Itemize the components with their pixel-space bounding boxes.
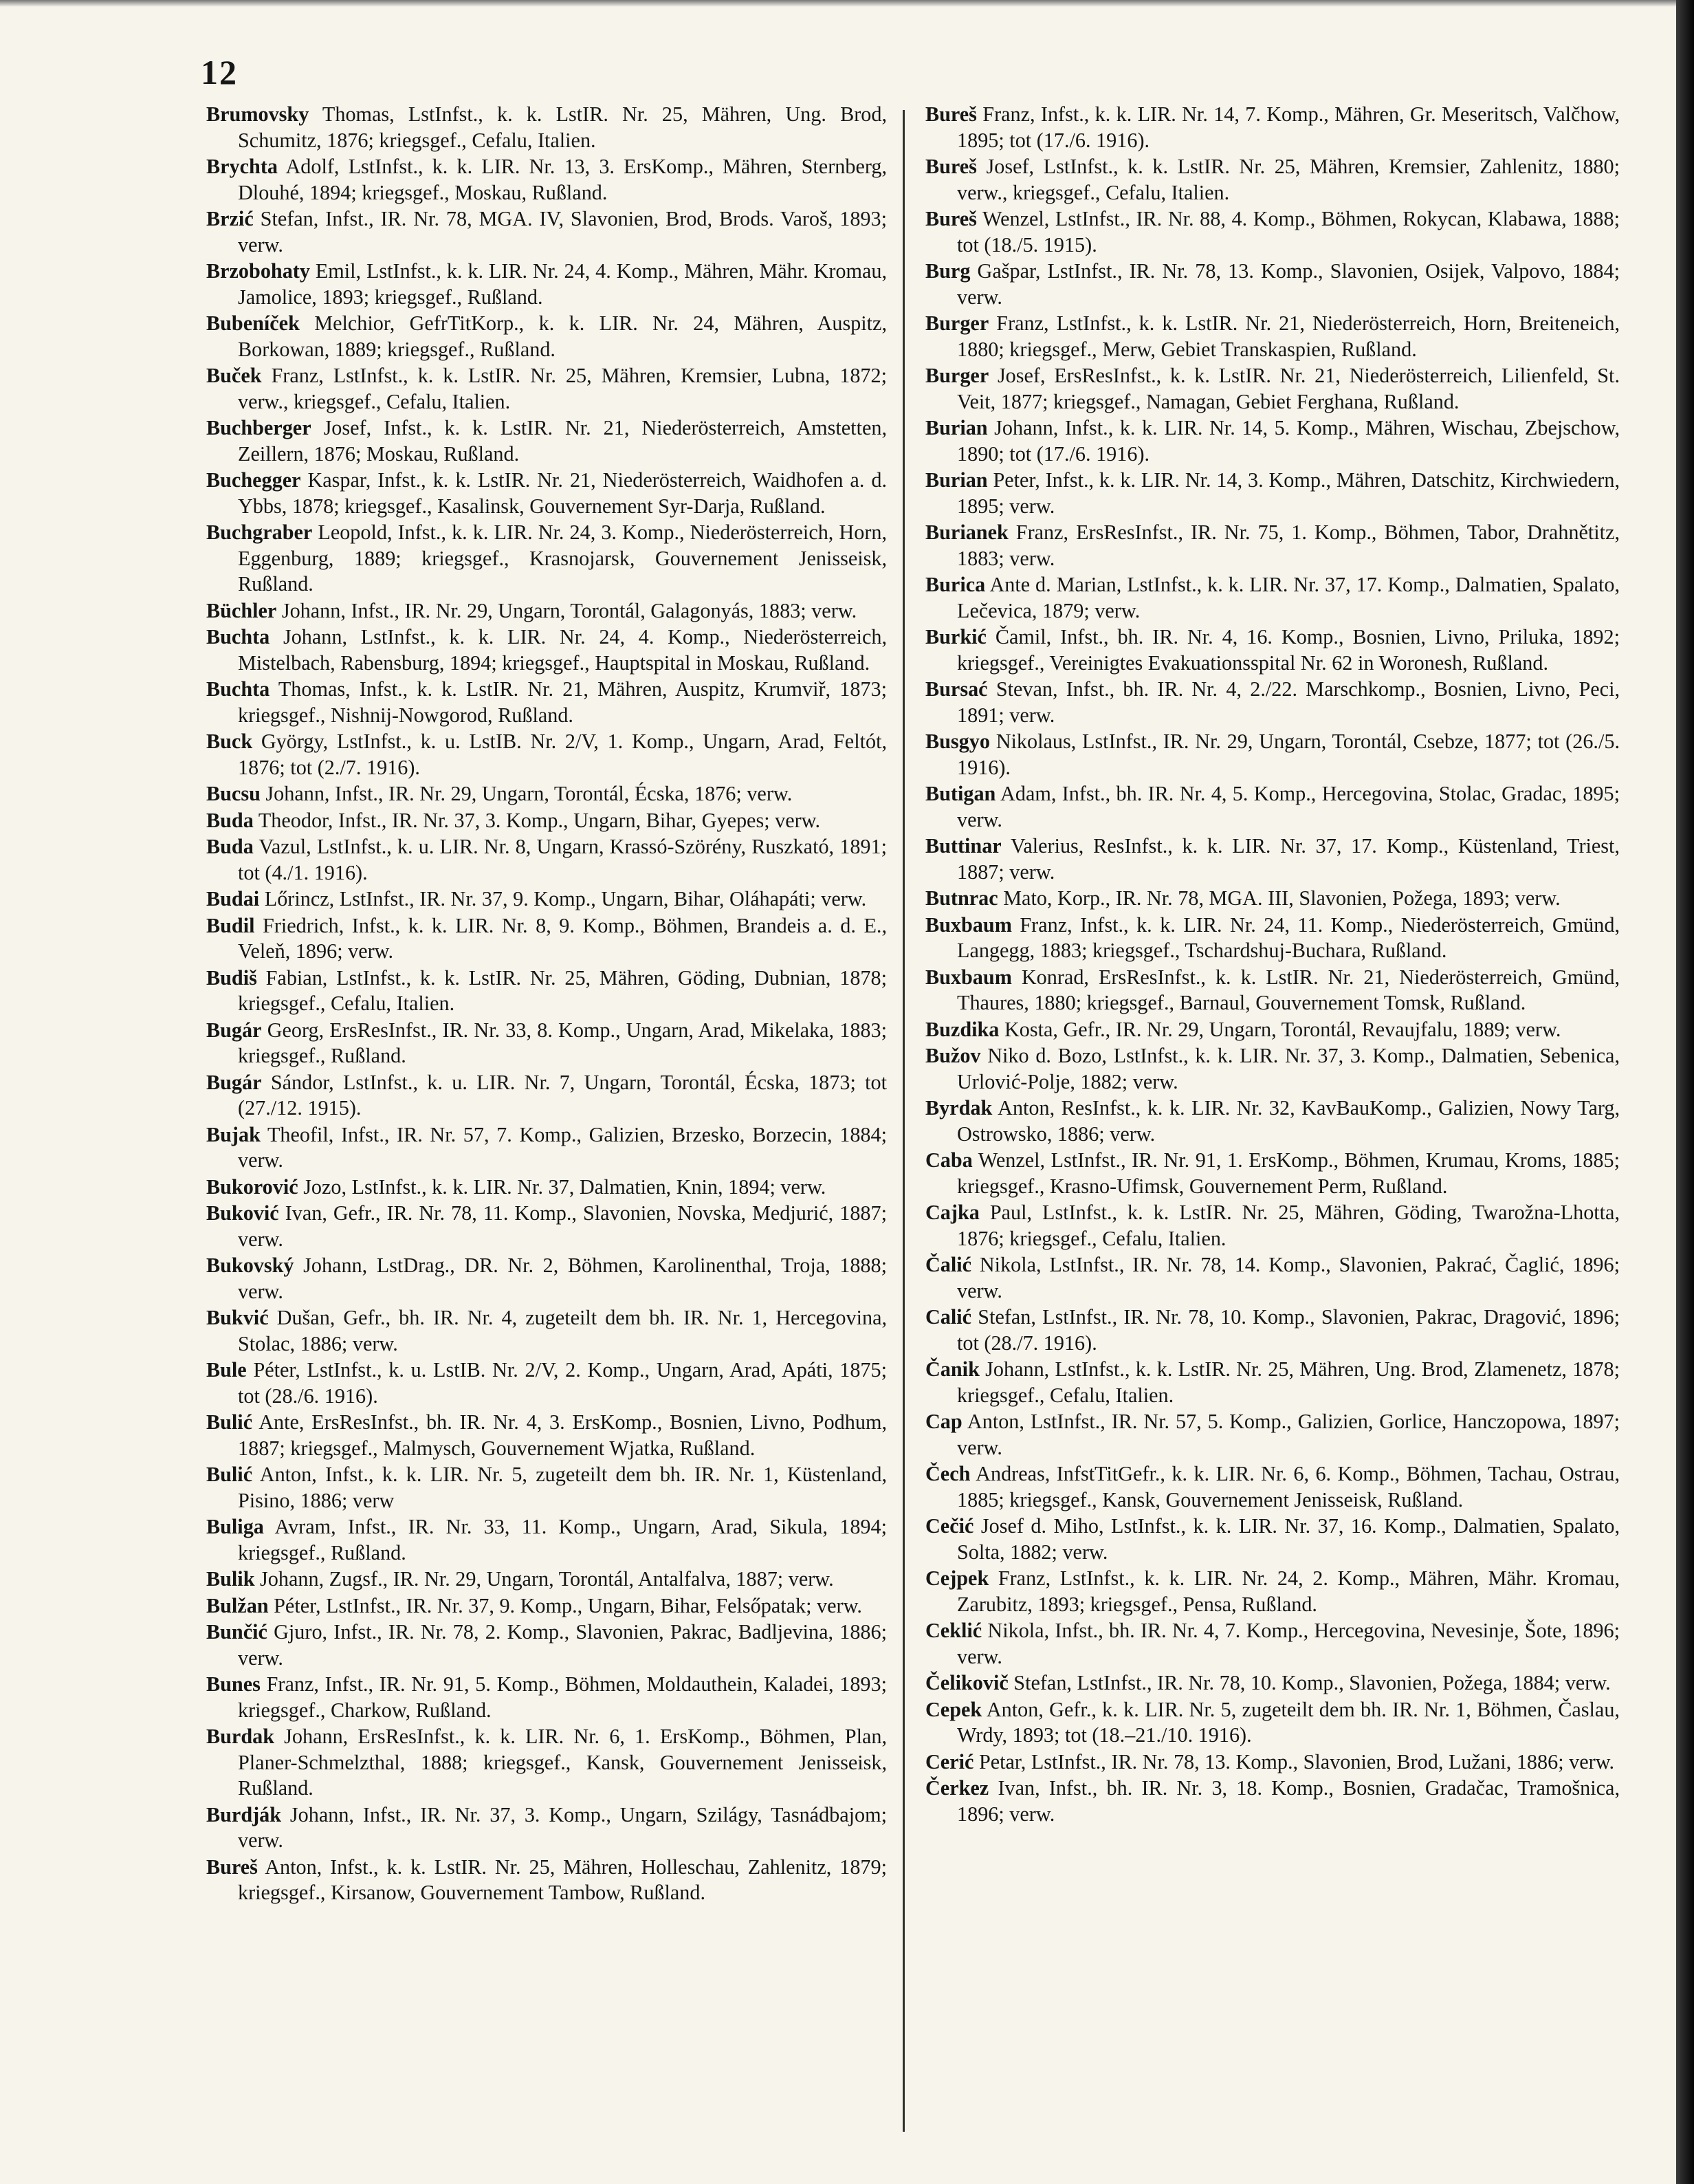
entry-surname: Bunes (206, 1672, 261, 1696)
list-entry (925, 520, 1620, 571)
entry-surname: Buček (206, 364, 262, 387)
entry-details: Franz, LstInfst., k. k. LstIR. Nr. 21, Niederösterreich, Horn, Breiteneich, 1880; kriegsgef., Merw, Gebiet Transkaspien, Rußland. (957, 312, 1620, 361)
entry-surname: Büchler (206, 598, 277, 622)
entry-surname: Bubeníček (206, 312, 300, 335)
list-entry (206, 624, 887, 676)
list-entry (206, 808, 887, 834)
entry-surname: Brychta (206, 155, 278, 178)
entry-details: Gašpar, LstInfst., IR. Nr. 78, 13. Komp., Slavonien, Osijek, Valpovo, 1884; verw. (957, 259, 1620, 309)
entry-surname: Bukovský (206, 1254, 294, 1277)
entry-surname: Burkić (925, 625, 987, 648)
list-entry (206, 1018, 887, 1069)
entry-details: Adolf, LstInfst., k. k. LIR. Nr. 13, 3. ErsKomp., Mähren, Sternberg, Dlouhé, 1894; kriegsgef., Moskau, Rußland. (238, 155, 887, 204)
entry-details: Theodor, Infst., IR. Nr. 37, 3. Komp., Ungarn, Bihar, Gyepes; verw. (258, 808, 821, 832)
entry-details: Josef d. Miho, LstInfst., k. k. LIR. Nr. 37, 16. Komp., Dalmatien, Spalato, Solta, 1882; verw. (957, 1514, 1620, 1564)
entry-details: Johann, Infst., k. k. LIR. Nr. 14, 5. Komp., Mähren, Wischau, Zbejschow, 1890; tot (17./6. 1916). (957, 416, 1620, 466)
entry-surname: Bulić (206, 1463, 253, 1486)
entry-details: Anton, Gefr., k. k. LIR. Nr. 5, zugeteilt dem bh. IR. Nr. 1, Böhmen, Časlau, Wrdy, 1893; tot (18.–21./10. 1916). (957, 1697, 1620, 1747)
scan-right-edge (1676, 0, 1694, 2184)
entry-details: Kaspar, Infst., k. k. LstIR. Nr. 21, Niederösterreich, Waidhofen a. d. Ybbs, 1878; kriegsgef., Kasalinsk, Gouvernement Syr-Darja, Rußland. (238, 468, 888, 518)
list-entry (206, 1619, 887, 1671)
entry-details: Anton, Infst., k. k. LIR. Nr. 5, zugeteilt dem bh. IR. Nr. 1, Küstenland, Pisino, 1886; verw (238, 1463, 887, 1512)
entry-details: Johann, Infst., IR. Nr. 29, Ungarn, Torontál, Écska, 1876; verw. (265, 782, 793, 805)
entry-details: Stefan, Infst., IR. Nr. 78, MGA. IV, Slavonien, Brod, Brods. Varoš, 1893; verw. (238, 207, 888, 256)
list-entry (925, 1252, 1620, 1304)
list-entry (206, 1724, 887, 1802)
entry-details: Andreas, InfstTitGefr., k. k. LIR. Nr. 6, 6. Komp., Böhmen, Tachau, Ostrau, 1885; kriegsgef., Kansk, Gouvernement Jenisseisk, Rußland. (957, 1462, 1620, 1511)
entry-surname: Budai (206, 887, 260, 910)
entry-details: Sándor, LstInfst., k. u. LIR. Nr. 7, Ungarn, Torontál, Écska, 1873; tot (27./12. 1915). (238, 1070, 888, 1120)
entry-details: Johann, LstDrag., DR. Nr. 2, Böhmen, Karolinenthal, Troja, 1888; verw. (238, 1254, 888, 1303)
entry-surname: Burian (925, 468, 988, 492)
list-entry (925, 1618, 1620, 1670)
entry-details: Johann, Infst., IR. Nr. 37, 3. Komp., Ungarn, Szilágy, Tasnádbajom; verw. (238, 1802, 888, 1852)
entry-details: Franz, Infst., k. k. LIR. Nr. 24, 11. Komp., Niederösterreich, Gmünd, Langegg, 1883; kriegsgef., Tschardshuj-Buchara, Rußland. (957, 913, 1620, 962)
entry-surname: Calić (925, 1305, 972, 1329)
entry-details: Peter, Infst., k. k. LIR. Nr. 14, 3. Komp., Mähren, Datschitz, Kirchwiedern, 1895; verw. (957, 468, 1620, 518)
entry-surname: Caba (925, 1148, 973, 1172)
entry-details: Franz, LstInfst., k. k. LstIR. Nr. 25, Mähren, Kremsier, Lubna, 1872; verw., kriegsgef., Cefalu, Italien. (238, 364, 887, 413)
entry-details: Franz, Infst., IR. Nr. 91, 5. Komp., Böhmen, Moldauthein, Kaladei, 1893; kriegsgef., Charkow, Rußland. (238, 1672, 887, 1722)
list-entry (206, 1410, 887, 1461)
entry-surname: Burdják (206, 1802, 282, 1826)
entry-surname: Butigan (925, 782, 996, 805)
entry-details: Lőrincz, LstInfst., IR. Nr. 37, 9. Komp., Ungarn, Bihar, Oláhapáti; verw. (264, 887, 867, 910)
entry-surname: Burdak (206, 1725, 274, 1748)
list-entry (925, 468, 1620, 519)
list-entry (925, 886, 1620, 912)
list-entry (925, 1670, 1620, 1696)
entry-details: Josef, Infst., k. k. LstIR. Nr. 21, Niederösterreich, Amstetten, Zeillern, 1876; Moskau, Rußland. (238, 416, 887, 466)
entry-details: Nikolaus, LstInfst., IR. Nr. 29, Ungarn, Torontál, Csebze, 1877; tot (26./5. 1916). (957, 730, 1620, 779)
entry-surname: Bucsu (206, 782, 261, 805)
entry-details: György, LstInfst., k. u. LstIB. Nr. 2/V, 1. Komp., Ungarn, Arad, Feltót, 1876; tot (2./7. 1916). (238, 730, 888, 779)
list-entry (206, 1672, 887, 1723)
list-entry (925, 677, 1620, 728)
entry-surname: Čerkez (925, 1776, 989, 1800)
entry-surname: Bulik (206, 1567, 255, 1591)
entry-surname: Brzobohaty (206, 259, 310, 283)
entry-surname: Butnrac (925, 886, 998, 910)
entry-details: Mato, Korp., IR. Nr. 78, MGA. III, Slavonien, Požega, 1893; verw. (1003, 886, 1561, 910)
entry-details: Johann, ErsResInfst., k. k. LIR. Nr. 6, 1. ErsKomp., Böhmen, Plan, Planer-Schmelzthal, 1888; kriegsgef., Kansk, Gouvernement Jenisseisk, Rußland. (238, 1725, 887, 1800)
entry-details: Valerius, ResInfst., k. k. LIR. Nr. 37, 17. Komp., Küstenland, Triest, 1887; verw. (957, 834, 1620, 884)
entry-surname: Bugár (206, 1018, 262, 1042)
list-entry (206, 415, 887, 467)
entry-details: Johann, Infst., IR. Nr. 29, Ungarn, Torontál, Galagonyás, 1883; verw. (281, 598, 857, 622)
list-entry (206, 1305, 887, 1357)
list-entry (925, 781, 1620, 833)
entry-details: Paul, LstInfst., k. k. LstIR. Nr. 25, Mähren, Göding, Twarožna-Lhotta, 1876; kriegsgef., Cefalu, Italien. (957, 1201, 1620, 1250)
entry-details: Josef, LstInfst., k. k. LstIR. Nr. 25, Mähren, Kremsier, Zahlenitz, 1880; verw., kriegsgef., Cefalu, Italien. (957, 155, 1620, 204)
right-column (925, 102, 1620, 1828)
list-entry (925, 1304, 1620, 1356)
entry-details: Ivan, Gefr., IR. Nr. 78, 11. Komp., Slavonien, Novska, Medjurić, 1887; verw. (238, 1201, 887, 1251)
entry-surname: Cerić (925, 1749, 974, 1773)
list-entry (206, 1802, 887, 1854)
list-entry (206, 1122, 887, 1174)
entry-surname: Busgyo (925, 730, 990, 753)
list-entry (206, 1357, 887, 1409)
entry-details: Franz, ErsResInfst., IR. Nr. 75, 1. Komp., Böhmen, Tabor, Drahnětitz, 1883; verw. (957, 521, 1620, 570)
list-entry (925, 1776, 1620, 1827)
list-entry (206, 1593, 887, 1619)
list-entry (925, 1148, 1620, 1199)
entry-surname: Buttinar (925, 834, 1002, 858)
entry-surname: Burg (925, 259, 971, 283)
entry-surname: Bužov (925, 1044, 981, 1067)
entry-details: Franz, LstInfst., k. k. LIR. Nr. 24, 2. Komp., Mähren, Mähr. Kromau, Zarubitz, 1893; kriegsgef., Pensa, Rußland. (957, 1566, 1620, 1616)
list-entry (206, 154, 887, 206)
list-entry (925, 102, 1620, 153)
list-entry (206, 1201, 887, 1252)
scan-top-edge (0, 0, 1694, 7)
entry-details: Melchior, GefrTitKorp., k. k. LIR. Nr. 24, Mähren, Auspitz, Borkowan, 1889; kriegsgef., Rußland. (238, 312, 887, 361)
list-entry (206, 886, 887, 913)
entry-details: Jozo, LstInfst., k. k. LIR. Nr. 37, Dalmatien, Knin, 1894; verw. (303, 1175, 826, 1199)
entry-details: Franz, Infst., k. k. LIR. Nr. 14, 7. Komp., Mähren, Gr. Meseritsch, Valčhow, 1895; tot (17./6. 1916). (957, 102, 1620, 152)
list-entry (206, 729, 887, 780)
list-entry (925, 1566, 1620, 1617)
entry-surname: Brzić (206, 207, 254, 230)
entry-details: Georg, ErsResInfst., IR. Nr. 33, 8. Komp., Ungarn, Arad, Mikelaka, 1883; kriegsgef., Rußland. (238, 1018, 887, 1067)
entry-details: Johann, LstInfst., k. k. LIR. Nr. 24, 4. Komp., Niederösterreich, Mistelbach, Rabensburg, 1894; kriegsgef., Hauptspital in Moskau, Rußland. (238, 625, 887, 675)
entry-surname: Bulić (206, 1410, 253, 1434)
entry-surname: Brumovsky (206, 102, 309, 126)
entry-surname: Bukvić (206, 1306, 269, 1329)
list-entry (925, 311, 1620, 362)
list-entry (925, 154, 1620, 206)
left-column (206, 102, 887, 1907)
entry-surname: Burianek (925, 521, 1009, 544)
entry-surname: Čalić (925, 1253, 972, 1276)
list-entry (206, 677, 887, 728)
entry-details: Johann, LstInfst., k. k. LstIR. Nr. 25, Mähren, Ung. Brod, Zlamenetz, 1878; kriegsgef., Cefalu, Italien. (957, 1357, 1620, 1407)
entry-details: Adam, Infst., bh. IR. Nr. 4, 5. Komp., Hercegovina, Stolac, Gradac, 1895; verw. (957, 782, 1620, 831)
entry-details: Péter, LstInfst., IR. Nr. 37, 9. Komp., Ungarn, Bihar, Felsőpatak; verw. (274, 1593, 862, 1617)
list-entry (925, 1017, 1620, 1043)
entry-details: Petar, LstInfst., IR. Nr. 78, 13. Komp., Slavonien, Brod, Lužani, 1886; verw. (978, 1749, 1615, 1773)
list-entry (925, 833, 1620, 885)
entry-surname: Burger (925, 312, 989, 335)
list-entry (925, 1200, 1620, 1252)
entry-details: Wenzel, LstInfst., IR. Nr. 91, 1. ErsKomp., Böhmen, Krumau, Kroms, 1885; kriegsgef., Krasno-Ufimsk, Gouvernement Perm, Rußland. (957, 1148, 1620, 1198)
list-entry (206, 206, 887, 258)
entry-surname: Buković (206, 1201, 279, 1225)
entry-details: Stefan, LstInfst., IR. Nr. 78, 10. Komp., Slavonien, Pakrac, Dragović, 1896; tot (28./7. 1916). (957, 1305, 1620, 1355)
entry-details: Stevan, Infst., bh. IR. Nr. 4, 2./22. Marschkomp., Bosnien, Livno, Peci, 1891; verw. (957, 677, 1620, 727)
list-entry (206, 1070, 887, 1122)
list-entry (206, 468, 887, 519)
entry-details: Theofil, Infst., IR. Nr. 57, 7. Komp., Galizien, Brzesko, Borzecin, 1884; verw. (238, 1122, 887, 1172)
entry-surname: Buda (206, 835, 254, 858)
entry-details: Johann, Zugsf., IR. Nr. 29, Ungarn, Torontál, Antalfalva, 1887; verw. (260, 1567, 834, 1591)
list-entry (206, 781, 887, 807)
entry-details: Dušan, Gefr., bh. IR. Nr. 4, zugeteilt dem bh. IR. Nr. 1, Hercegovina, Stolac, 1886; verw. (238, 1306, 888, 1355)
entry-details: Anton, ResInfst., k. k. LIR. Nr. 32, KavBauKomp., Galizien, Nowy Targ, Ostrowsko, 1886; verw. (957, 1096, 1620, 1146)
list-entry (925, 1357, 1620, 1408)
entry-surname: Buxbaum (925, 913, 1012, 937)
entry-surname: Burger (925, 364, 989, 387)
list-entry (925, 1697, 1620, 1749)
column-divider (903, 110, 905, 2132)
entry-details: Nikola, Infst., bh. IR. Nr. 4, 7. Komp., Hercegovina, Nevesinje, Šote, 1896; verw. (957, 1619, 1620, 1668)
entry-details: Avram, Infst., IR. Nr. 33, 11. Komp., Ungarn, Arad, Sikula, 1894; kriegsgef., Rußland. (238, 1515, 888, 1564)
entry-details: Ivan, Infst., bh. IR. Nr. 3, 18. Komp., Bosnien, Gradačac, Tramošnica, 1896; verw. (957, 1776, 1620, 1826)
entry-surname: Cajka (925, 1201, 980, 1224)
entry-surname: Cejpek (925, 1566, 989, 1590)
entry-details: Niko d. Bozo, LstInfst., k. k. LIR. Nr. 37, 3. Komp., Dalmatien, Sebenica, Urlović-Polje, 1882; verw. (957, 1044, 1620, 1093)
entry-surname: Cečić (925, 1514, 974, 1538)
entry-details: Kosta, Gefr., IR. Nr. 29, Ungarn, Torontál, Revaujfalu, 1889; verw. (1004, 1017, 1561, 1041)
list-entry (925, 1095, 1620, 1147)
list-entry (925, 363, 1620, 415)
list-entry (925, 206, 1620, 258)
list-entry (925, 1749, 1620, 1776)
entry-surname: Buchta (206, 625, 270, 648)
entry-details: Josef, ErsResInfst., k. k. LstIR. Nr. 21, Niederösterreich, Lilienfeld, St. Veit, 1877; kriegsgef., Namagan, Gebiet Ferghana, Rußland. (957, 364, 1620, 413)
list-entry (925, 913, 1620, 964)
entry-surname: Burian (925, 416, 988, 439)
entry-details: Vazul, LstInfst., k. u. LIR. Nr. 8, Ungarn, Krassó-Szörény, Ruszkató, 1891; tot (4./1. 1916). (238, 835, 887, 884)
entry-details: Emil, LstInfst., k. k. LIR. Nr. 24, 4. Komp., Mähren, Mähr. Kromau, Jamolice, 1893; kriegsgef., Rußland. (238, 259, 888, 309)
entry-surname: Čanik (925, 1357, 980, 1381)
entry-surname: Budiš (206, 965, 257, 990)
entry-surname: Bureš (206, 1855, 258, 1879)
list-entry (206, 1566, 887, 1593)
entry-surname: Bukorović (206, 1175, 298, 1199)
list-entry (925, 1514, 1620, 1565)
entry-surname: Buchegger (206, 468, 301, 492)
list-entry (206, 1855, 887, 1906)
list-entry (206, 1175, 887, 1201)
list-entry (925, 572, 1620, 624)
entry-surname: Bureš (925, 102, 977, 126)
list-entry (925, 965, 1620, 1016)
entry-details: Nikola, LstInfst., IR. Nr. 78, 14. Komp., Slavonien, Pakrać, Čaglić, 1896; verw. (957, 1253, 1620, 1302)
list-entry (925, 624, 1620, 676)
entry-surname: Bursać (925, 677, 988, 701)
entry-surname: Bule (206, 1358, 247, 1382)
list-entry (206, 1253, 887, 1304)
list-entry (206, 102, 887, 153)
entry-details: Gjuro, Infst., IR. Nr. 78, 2. Komp., Slavonien, Pakrac, Badljevina, 1886; verw. (238, 1620, 887, 1670)
entry-surname: Cap (925, 1410, 962, 1433)
entry-details: Konrad, ErsResInfst., k. k. LstIR. Nr. 21, Niederösterreich, Gmünd, Thaures, 1880; kriegsgef., Barnaul, Gouvernement Tomsk, Rußland. (957, 965, 1620, 1014)
entry-details: Anton, Infst., k. k. LstIR. Nr. 25, Mähren, Holleschau, Zahlenitz, 1879; kriegsgef., Kirsanow, Gouvernement Tambow, Rußland. (238, 1855, 887, 1904)
list-entry (206, 1514, 887, 1566)
entry-details: Anton, LstInfst., IR. Nr. 57, 5. Komp., Galizien, Gorlice, Hanczopowa, 1897; verw. (957, 1410, 1620, 1459)
list-entry (925, 415, 1620, 467)
entry-surname: Cepek (925, 1697, 982, 1721)
entry-surname: Buxbaum (925, 965, 1012, 989)
entry-surname: Bugár (206, 1070, 262, 1094)
list-entry (206, 834, 887, 886)
list-entry (206, 363, 887, 415)
entry-surname: Bureš (925, 207, 977, 230)
entry-surname: Čelikovič (925, 1671, 1009, 1694)
entry-surname: Buliga (206, 1515, 264, 1538)
entry-details: Friedrich, Infst., k. k. LIR. Nr. 8, 9. Komp., Böhmen, Brandeis a. d. E., Veleň, 1896; verw. (238, 913, 887, 963)
list-entry (206, 965, 887, 1017)
list-entry (925, 1461, 1620, 1513)
entry-surname: Bujak (206, 1122, 261, 1146)
entry-details: Stefan, LstInfst., IR. Nr. 78, 10. Komp., Slavonien, Požega, 1884; verw. (1013, 1671, 1611, 1694)
entry-details: Péter, LstInfst., k. u. LstIB. Nr. 2/V, 2. Komp., Ungarn, Arad, Apáti, 1875; tot (28./6. 1916). (238, 1358, 888, 1408)
entry-surname: Byrdak (925, 1096, 993, 1120)
entry-surname: Budil (206, 913, 255, 937)
page-number: 12 (201, 53, 238, 91)
entry-surname: Buck (206, 730, 253, 753)
list-entry (206, 598, 887, 624)
entry-surname: Buchgraber (206, 521, 313, 544)
list-entry (206, 259, 887, 310)
entry-surname: Buda (206, 808, 254, 832)
list-entry (925, 259, 1620, 310)
entry-surname: Bulžan (206, 1593, 269, 1617)
entry-details: Čamil, Infst., bh. IR. Nr. 4, 16. Komp., Bosnien, Livno, Priluka, 1892; kriegsgef., Vereinigtes Evakuationsspital Nr. 62 in Woronesh, Rußland. (957, 625, 1620, 675)
list-entry (206, 520, 887, 598)
entry-details: Wenzel, LstInfst., IR. Nr. 88, 4. Komp., Böhmen, Rokycan, Klabawa, 1888; tot (18./5. 1915). (957, 207, 1620, 256)
list-entry (206, 913, 887, 965)
entry-surname: Buzdika (925, 1017, 1000, 1041)
entry-details: Ante, ErsResInfst., bh. IR. Nr. 4, 3. ErsKomp., Bosnien, Livno, Podhum, 1887; kriegsgef., Malmysch, Gouvernement Wjatka, Rußland. (238, 1410, 887, 1460)
list-entry (925, 729, 1620, 780)
entry-surname: Ceklić (925, 1619, 982, 1642)
entry-surname: Burica (925, 573, 986, 596)
list-entry (925, 1043, 1620, 1095)
entry-surname: Bunčić (206, 1620, 267, 1644)
entry-details: Leopold, Infst., k. k. LIR. Nr. 24, 3. Komp., Niederösterreich, Horn, Eggenburg, 1889; kriegsgef., Krasnojarsk, Gouvernement Jenisseisk, Rußland. (238, 521, 888, 596)
list-entry (206, 311, 887, 362)
list-entry (925, 1409, 1620, 1461)
entry-details: Thomas, Infst., k. k. LstIR. Nr. 21, Mähren, Auspitz, Krumviř, 1873; kriegsgef., Nishnij-Nowgorod, Rußland. (238, 677, 887, 727)
entry-details: Ante d. Marian, LstInfst., k. k. LIR. Nr. 37, 17. Komp., Dalmatien, Spalato, Lečevica, 1879; verw. (957, 573, 1620, 622)
entry-surname: Buchberger (206, 416, 311, 439)
entry-details: Fabian, LstInfst., k. k. LstIR. Nr. 25, Mähren, Göding, Dubnian, 1878; kriegsgef., Cefalu, Italien. (238, 965, 887, 1015)
entry-surname: Čech (925, 1462, 971, 1485)
entry-surname: Bureš (925, 155, 977, 178)
entry-details: Thomas, LstInfst., k. k. LstIR. Nr. 25, Mähren, Ung. Brod, Schumitz, 1876; kriegsgef., Cefalu, Italien. (238, 102, 887, 152)
entry-surname: Buchta (206, 677, 270, 701)
list-entry (206, 1462, 887, 1514)
